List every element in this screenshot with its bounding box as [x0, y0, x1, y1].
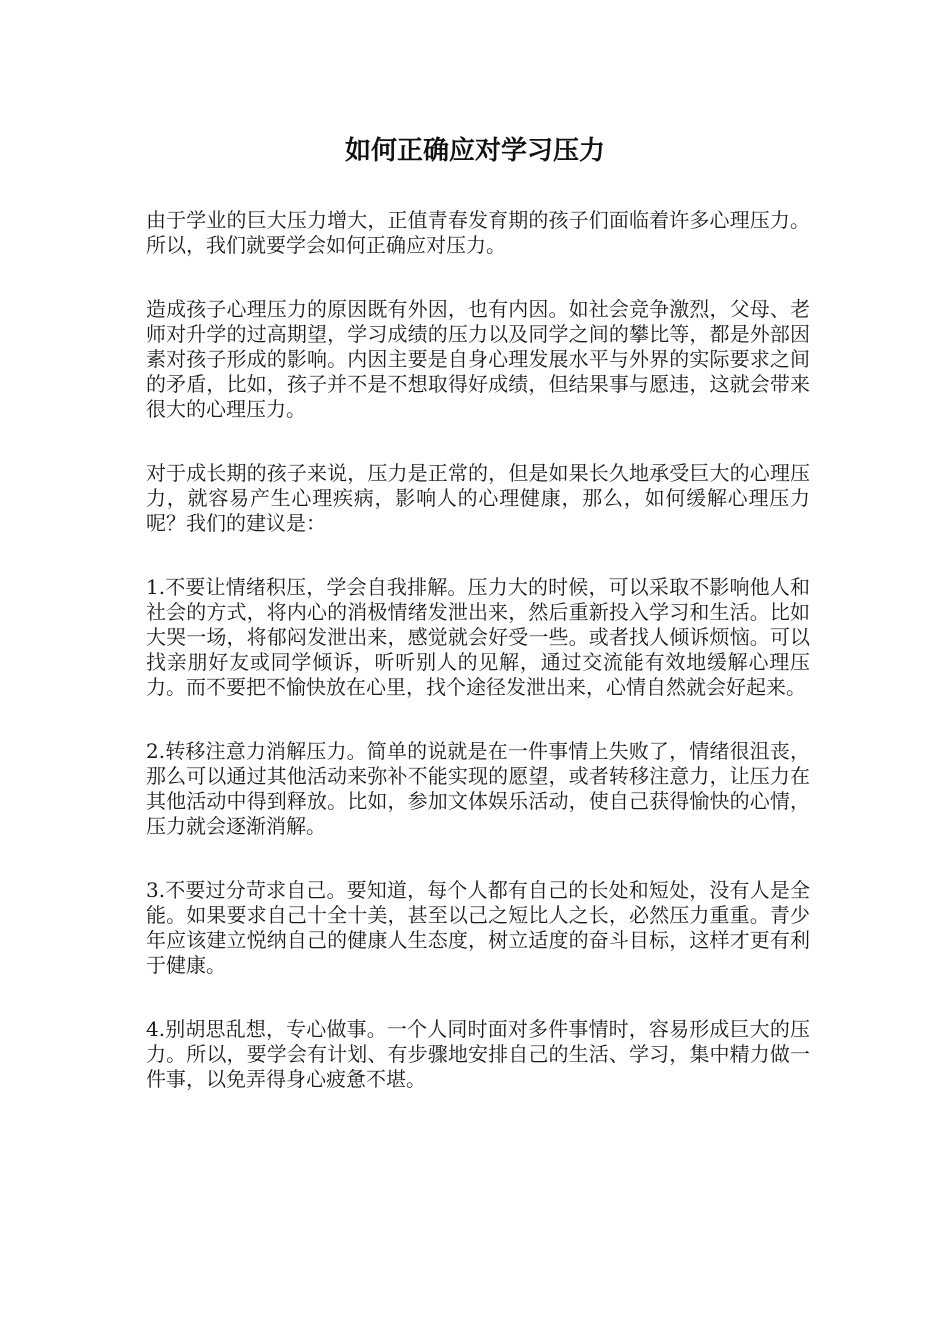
paragraph-tip-1: 1.不要让情绪积压，学会自我排解。压力大的时候，可以采取不影响他人和社会的方式，将内心的消极情绪发泄出来，然后重新投入学习和生活。比如大哭一场，将郁闷发泄出来，感觉就会好受一些。或者找人倾诉烦恼。可以找亲朋好友或同学倾诉，听听别人的见解，通过交流能有效地缓解心理压力。而不要把不愉快放在心里，找个途径发泄出来，心情自然就会好起来。 — [146, 575, 810, 699]
paragraph-tip-2: 2.转移注意力消解压力。简单的说就是在一件事情上失败了，情绪很沮丧，那么可以通过其他活动来弥补不能实现的愿望，或者转移注意力，让压力在其他活动中得到释放。比如，参加文体娱乐活动，使自己获得愉快的心情，压力就会逐渐消解。 — [146, 739, 810, 838]
paragraph-advice-intro: 对于成长期的孩子来说，压力是正常的，但是如果长久地承受巨大的心理压力，就容易产生心理疾病，影响人的心理健康，那么，如何缓解心理压力呢？我们的建议是： — [146, 461, 810, 535]
paragraph-tip-4: 4.别胡思乱想，专心做事。一个人同时面对多件事情时，容易形成巨大的压力。所以，要学会有计划、有步骤地安排自己的生活、学习，集中精力做一件事，以免弄得身心疲惫不堪。 — [146, 1017, 810, 1091]
document-body — [146, 208, 810, 1131]
document-title: 如何正确应对学习压力 — [344, 136, 605, 166]
paragraph-intro: 由于学业的巨大压力增大，正值青春发育期的孩子们面临着许多心理压力。所以，我们就要学会如何正确应对压力。 — [146, 208, 810, 257]
paragraph-causes: 造成孩子心理压力的原因既有外因，也有内因。如社会竞争激烈，父母、老师对升学的过高期望，学习成绩的压力以及同学之间的攀比等，都是外部因素对孩子形成的影响。内因主要是自身心理发展水平与外界的实际要求之间的矛盾，比如，孩子并不是不想取得好成绩，但结果事与愿违，这就会带来很大的心理压力。 — [146, 297, 810, 421]
paragraph-tip-3: 3.不要过分苛求自己。要知道，每个人都有自己的长处和短处，没有人是全能。如果要求自己十全十美，甚至以己之短比人之长，必然压力重重。青少年应该建立悦纳自己的健康人生态度，树立适度的奋斗目标，这样才更有利于健康。 — [146, 878, 810, 977]
